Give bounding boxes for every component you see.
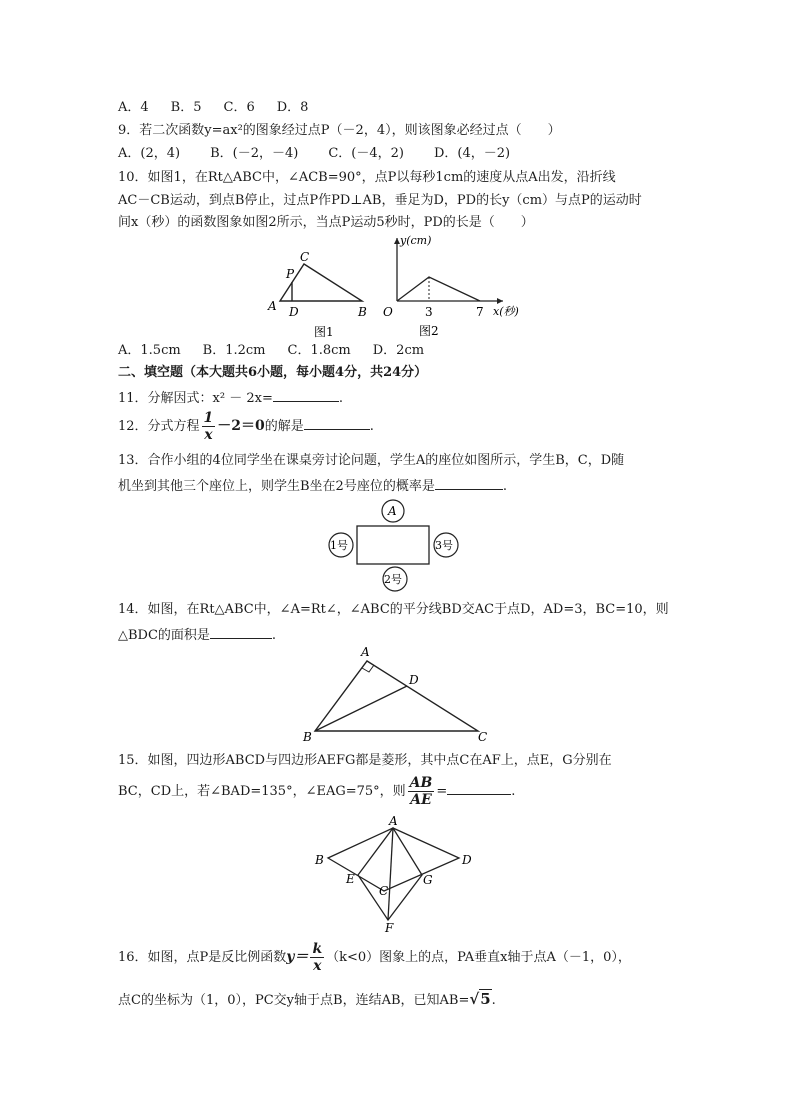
seat-1-label: 1号 — [330, 539, 348, 552]
q8-options — [118, 99, 330, 117]
q15-figure — [310, 814, 480, 934]
q13-line2-wrap — [118, 475, 507, 496]
q14-line1: 14．如图，在Rt△ABC中，∠A=Rt∠，∠ABC的平分线BD交AC于点D，AD=3，BC=10，则 — [118, 602, 669, 617]
q14-label-c: C — [478, 730, 488, 743]
fig1-caption: 图1 — [314, 325, 334, 339]
fig2-ylabel: y(cm) — [400, 234, 432, 247]
q15-line2: BC，CD上，若∠BAD=135°，∠EAG=75°，则 — [118, 784, 406, 799]
q15-label-c: C — [379, 884, 389, 898]
q16-fraction — [310, 941, 324, 974]
q15-fraction — [408, 775, 435, 808]
q10-option-c: C．1.8cm — [287, 343, 351, 358]
q14-end: . — [271, 628, 277, 643]
q12-fraction — [202, 410, 216, 443]
q15-end: . — [511, 784, 516, 799]
q8-option-c: C．6 — [223, 100, 255, 115]
q16-y: y＝ — [286, 949, 309, 965]
q13-figure — [325, 498, 465, 594]
q9-text: 9．若二次函数y=ax²的图象经过点P（－2，4），则该图象必经过点（ ） — [118, 123, 561, 138]
q16-line1 — [118, 938, 631, 977]
q9-option-d: D．(4，－2) — [433, 146, 511, 161]
q16-prefix: 16．如图，点P是反比例函数 — [118, 950, 287, 965]
q13-line2: 机坐到其他三个座位上，则学生B坐在2号座位的概率是 — [118, 479, 435, 494]
q14-line2: △BDC的面积是 — [118, 628, 210, 643]
q11-answer-blank — [273, 387, 339, 402]
q12-denominator: x — [204, 427, 213, 443]
q15-line1: 15．如图，四边形ABCD与四边形AEFG都是菱形，其中点C在AF上，点E，G分别在 — [118, 753, 612, 768]
q15-label-d: D — [462, 853, 472, 867]
q12-prefix: 12．分式方程 — [118, 419, 200, 434]
q16-sqrt-value: 5 — [480, 990, 491, 1008]
q11 — [118, 387, 343, 408]
fig2-tick-7: 7 — [476, 305, 484, 319]
q12-numerator: 1 — [203, 410, 214, 426]
seat-3-label: 3号 — [435, 539, 453, 552]
fig2-origin: O — [383, 305, 393, 319]
q13-end: . — [502, 479, 507, 494]
q8-option-b: B．5 — [170, 100, 202, 115]
q15-label-e: E — [346, 872, 355, 886]
q14-label-b: B — [303, 730, 312, 743]
q9-option-b: B．(－2，－4) — [210, 146, 299, 161]
q16-line2: 点C的坐标为（1，0），PC交y轴于点B，连结AB，已知AB= — [118, 993, 470, 1008]
bisector-bd — [315, 686, 407, 731]
q15-label-b: B — [315, 853, 324, 867]
q10-option-a: A．1.5cm — [118, 343, 181, 358]
q15-label-g: G — [423, 873, 433, 887]
fig2-xlabel: x(秒) — [493, 305, 519, 318]
fig1-label-d: D — [289, 305, 299, 319]
q11-end: . — [338, 391, 343, 406]
q13-answer-blank — [435, 475, 503, 490]
q10-figure1 — [262, 246, 377, 341]
fig1-label-b: B — [358, 305, 367, 319]
q14-figure — [300, 643, 500, 743]
q8-option-a: A．4 — [118, 100, 149, 115]
seat-2-label: 2号 — [384, 573, 402, 586]
q10-line1: 10．如图1，在Rt△ABC中，∠ACB=90°，点P以每秒1cm的速度从点A出发，沿折线 — [118, 170, 616, 185]
fig2-caption: 图2 — [419, 324, 439, 338]
fig2-graph — [397, 277, 480, 301]
seat-a-label: A — [388, 504, 397, 518]
q14-answer-blank — [210, 624, 272, 639]
q16-numerator: k — [312, 941, 323, 957]
q8-option-d: D．8 — [276, 100, 309, 115]
q10-options — [118, 342, 446, 360]
desk — [357, 526, 429, 564]
q15-denominator: AE — [410, 792, 432, 808]
fig1-label-p: P — [286, 267, 295, 281]
fig2-tick-3: 3 — [425, 305, 433, 319]
q10-line2: AC－CB运动，到点B停止，过点P作PD⊥AB，垂足为D，PD的长y（cm）与点P的运动时 — [118, 193, 642, 208]
q15-label-f: F — [385, 921, 394, 934]
q10-figure2 — [375, 232, 535, 342]
q15-line2-wrap: BC，CD上，若∠BAD=135°，∠EAG=75°，则 $\frac{AB}{AE}$ = . — [118, 775, 516, 808]
q12-answer-blank — [304, 415, 370, 430]
q16-line2-wrap — [118, 990, 496, 1010]
diagonal-af — [388, 828, 393, 920]
q16-denominator: x — [313, 958, 322, 974]
q12-suffix: 的解是 — [264, 419, 304, 434]
q16-end: . — [491, 993, 496, 1008]
q11-text: 11．分解因式：x² － 2x= — [118, 391, 273, 406]
q13-line1: 13．合作小组的4位同学坐在课桌旁讨论问题，学生A的座位如图所示，学生B，C，D随 — [118, 453, 625, 468]
q9-options — [118, 145, 532, 163]
q16-sqrt: √5 — [469, 990, 491, 1008]
q10-option-b: B．1.2cm — [202, 343, 266, 358]
triangle-abc — [315, 661, 478, 731]
q10-line3: 间x（秒）的函数图象如图2所示，当点P运动5秒时，PD的长是（ ） — [118, 215, 534, 230]
fig1-label-a: A — [268, 299, 277, 313]
fig1-label-c: C — [300, 250, 310, 264]
q14-line2-wrap — [118, 624, 276, 645]
q12-rest: －2＝0 — [217, 418, 265, 434]
q14-label-d: D — [409, 673, 419, 687]
q15-answer-blank — [447, 780, 511, 795]
section2-title: 二、填空题（本大题共6小题，每小题4分，共24分） — [118, 365, 428, 380]
q9-option-c: C．(－4，2) — [328, 146, 404, 161]
q14-label-a: A — [361, 645, 370, 659]
q12-end: . — [369, 419, 374, 434]
q12 — [118, 408, 374, 445]
q16-cond: （k<0）图象上的点，PA垂直x轴于点A（－1，0）， — [326, 950, 631, 965]
q15-label-a: A — [389, 814, 398, 828]
q10-option-d: D．2cm — [372, 343, 425, 358]
q9-option-a: A．(2，4) — [118, 146, 181, 161]
fig2-x-arrow-icon — [497, 298, 503, 304]
q15-numerator: AB — [409, 775, 433, 791]
